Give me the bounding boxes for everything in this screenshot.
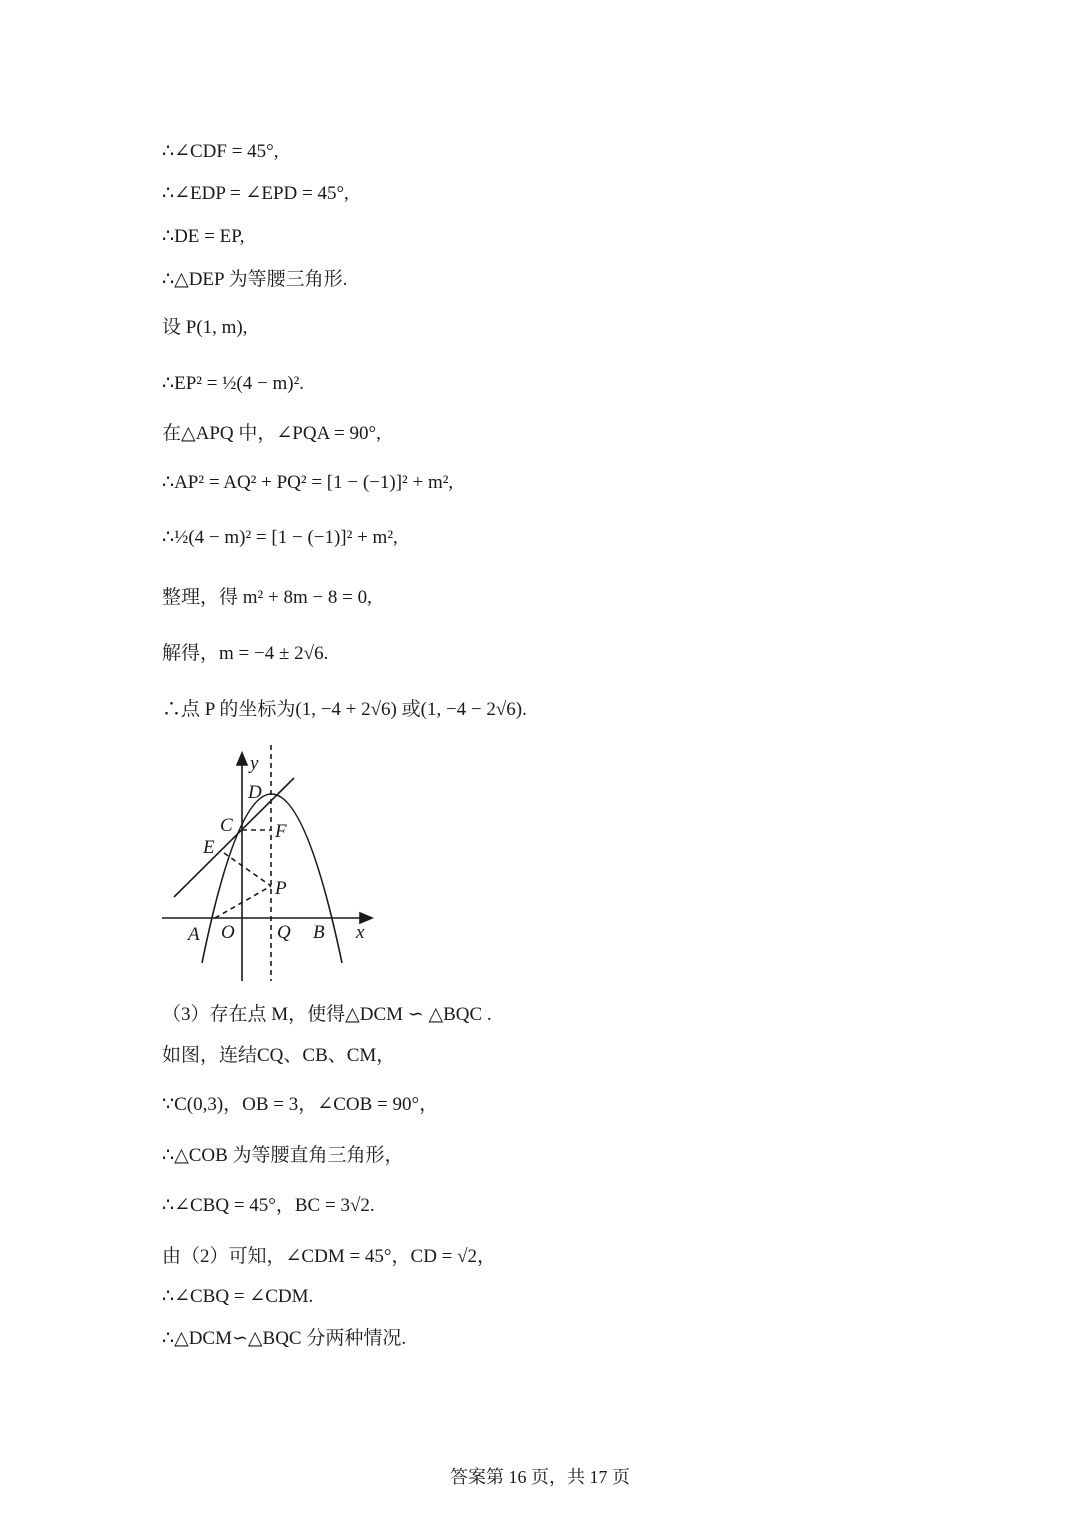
- line-8: ∴AP² = AQ² + PQ² = [1 − (−1)]² + m²,: [162, 472, 454, 493]
- line-17: ∴∠CBQ = 45°，BC = 3√2.: [162, 1195, 375, 1216]
- line-20: ∴△DCM∽△BQC 分两种情况.: [162, 1328, 407, 1349]
- line-2: ∴∠EDP = ∠EPD = 45°,: [162, 183, 349, 204]
- line-5: 设 P(1, m),: [162, 317, 248, 338]
- line-19: ∴∠CBQ = ∠CDM.: [162, 1286, 314, 1307]
- line-6: ∴EP² = ½(4 − m)².: [162, 373, 305, 394]
- line-4: ∴△DEP 为等腰三角形.: [162, 269, 348, 290]
- line-1: ∴∠CDF = 45°,: [162, 141, 279, 162]
- label-b: B: [313, 922, 325, 943]
- line-3: ∴DE = EP,: [162, 226, 245, 247]
- label-q: Q: [277, 922, 291, 943]
- label-d: D: [248, 782, 262, 803]
- label-x: x: [356, 922, 365, 943]
- line-13: （3）存在点 M，使得△DCM ∽ △BQC .: [162, 1004, 492, 1025]
- line-10: 整理，得 m² + 8m − 8 = 0,: [162, 587, 372, 608]
- line-16: ∴△COB 为等腰直角三角形，: [162, 1145, 404, 1166]
- line-7: 在△APQ 中，∠PQA = 90°,: [162, 423, 381, 444]
- label-f: F: [275, 821, 287, 842]
- label-e: E: [203, 837, 215, 858]
- line-12: ∴点 P 的坐标为(1, −4 + 2√6) 或(1, −4 − 2√6).: [162, 699, 527, 720]
- label-p: P: [275, 878, 287, 899]
- line-9: ∴½(4 − m)² = [1 − (−1)]² + m²,: [162, 527, 398, 548]
- parabola-figure: [160, 745, 380, 985]
- line-18: 由（2）可知，∠CDM = 45°，CD = √2，: [162, 1246, 497, 1267]
- line-14: 如图，连结CQ、CB、CM，: [162, 1045, 396, 1066]
- label-o: O: [221, 922, 235, 943]
- label-a: A: [188, 924, 200, 945]
- page-footer: 答案第 16 页，共 17 页: [450, 1467, 630, 1487]
- segment-ap: [215, 886, 271, 918]
- label-c: C: [220, 815, 233, 836]
- label-y: y: [250, 753, 259, 774]
- segment-ep: [224, 853, 271, 886]
- line-15: ∵C(0,3)，OB = 3，∠COB = 90°，: [162, 1094, 439, 1115]
- y-axis-arrow: [237, 753, 247, 765]
- line-11: 解得，m = −4 ± 2√6.: [162, 643, 329, 664]
